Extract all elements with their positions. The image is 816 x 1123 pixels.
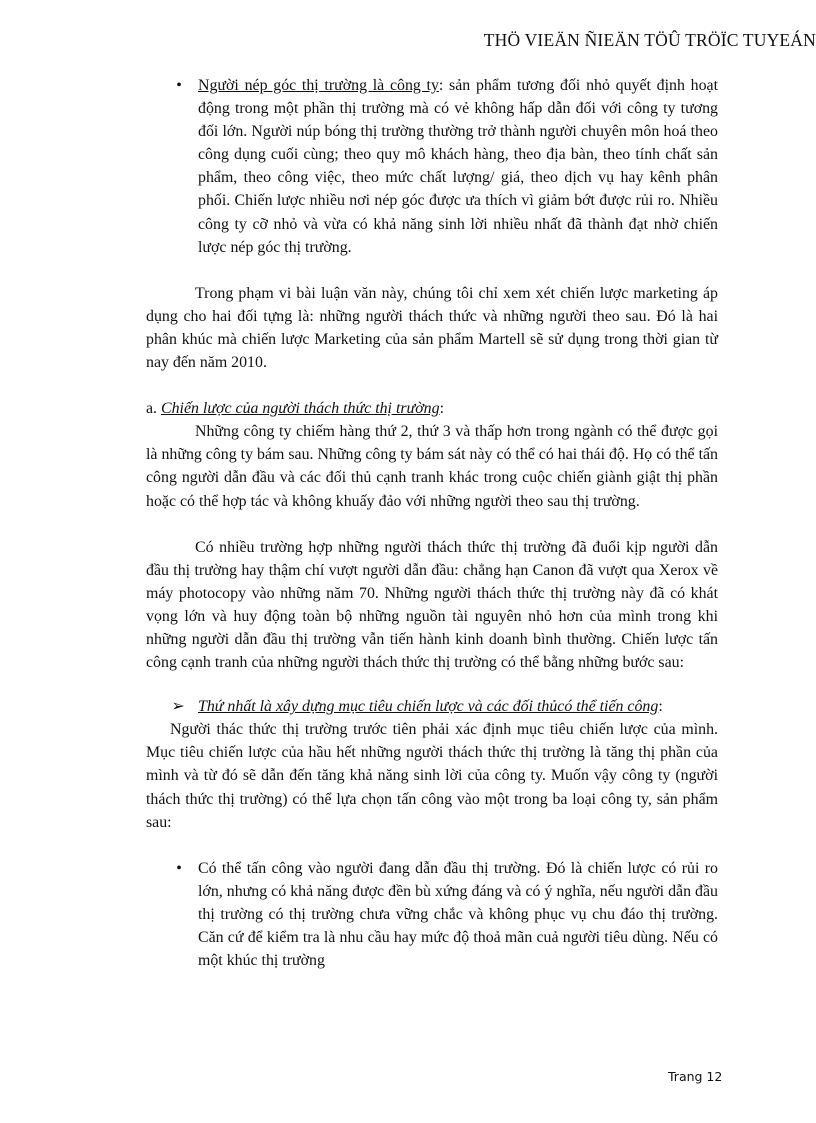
- bullet-paragraph: Có thể tấn công vào người đang dẫn đầu thị trường. Đó là chiến lược có rủi ro lớn, nhưng có khả năng được đền bù xứng đáng và có ý nghĩa, nếu người dẫn đầu thị trường có thị trường chưa vững chắc và không phục vụ chu đáo thị trường. Căn cứ để kiểm tra là nhu cầu hay mức độ thoả mãn cuả người tiêu dùng. Nếu có một khúc thị trường: [198, 859, 718, 970]
- arrow-bullet-icon: ➢: [171, 698, 185, 716]
- bullet-icon: •: [176, 77, 182, 94]
- paragraph-scope: Trong phạm vi bài luận văn này, chúng tôi chỉ xem xét chiến lược marketing áp dụng cho hai đối tựng là: những người thách thức và những người theo sau. Đó là hai phân khúc mà chiến lược Marketing của sản phẩm Martell sẽ sử dụng trong thời gian từ nay đến năm 2010.: [146, 284, 718, 372]
- bullet-item-niche: [146, 74, 718, 259]
- header-title: THÖ VIEÄN ÑIEÄN TÖÛ TRÖÏC TUYEÁN: [483, 30, 816, 50]
- page-number: Trang 12: [668, 1069, 723, 1084]
- step-heading: [198, 695, 718, 718]
- bullet-text: : sản phẩm tương đối nhỏ quyết định hoạt động trong một phần thị trường mà có vẻ không hấp dẫn đối với công ty tương đối lớn. Người núp bóng thị trường thường trở thành người chuyên môn hoá theo công dụng cuối cùng; theo quy mô khách hàng, theo địa bàn, theo tính chất sản phẩm, theo công việc, theo mức chất lượng/ giá, theo dịch vụ hay kênh phân phối. Chiến lược nhiều nơi nép góc được ưa thích vì giảm bớt được rủi ro. Nhiều công ty cỡ nhỏ và vừa có khả năng sinh lời nhiều nhất đã thành đạt nhờ chiến lược nép góc thị trường.: [198, 77, 718, 256]
- section-title: Chiến lược của người thách thức thị trường: [161, 400, 440, 418]
- bullet-item-attack-leader: [146, 857, 718, 972]
- step-title: Thứ nhất là xây dựng mục tiêu chiến lược và các đối thủcó thể tiến công: [198, 698, 659, 716]
- paragraph-examples: Có nhiều trường hợp những người thách thức thị trường đã đuổi kịp người dẫn đầu thị trường hay thậm chí vượt người dẫn đầu: chẳng hạn Canon đã vượt qua Xerox về máy photocopy vào những năm 70. Những người thách thức thị trường này đã có khát vọng lớn và huy động toàn bộ những nguồn tài nguyên nhỏ hơn của mình trong khi những người dẫn đầu thị trường vẫn tiến hành kinh doanh bình thường. Chiến lược tấn công cạnh tranh của những người thách thức thị trường có thể bằng những bước sau:: [146, 538, 718, 672]
- document-body: [146, 74, 718, 972]
- paragraph-challengers: Những công ty chiếm hàng thứ 2, thứ 3 và thấp hơn trong ngành có thể được gọi là những công ty bám sau. Những công ty bám sát này có thể có hai thái độ. Họ có thể tấn công người dẫn đầu và các đối thủ cạnh tranh khác trong cuộc chiến giành giật thị phần hoặc có thể hợp tác và không khuấy đảo với những người theo sau thị trường.: [146, 423, 718, 510]
- paragraph-step1: Người thác thức thị trường trước tiên phải xác định mục tiêu chiến lược của mình. Mục tiêu chiến lược của hầu hết những người thách thức thị trường là tăng thị phần của mình và từ đó sẽ dẫn đến tăng khả năng sinh lời của công ty. Muốn vậy công ty (người thách thức thị trường) có thể lựa chọn tấn công vào một trong ba loại công ty, sản phẩm sau:: [146, 721, 718, 831]
- bullet-icon: •: [176, 859, 182, 877]
- section-prefix: a.: [146, 400, 161, 418]
- section-heading-a: [146, 397, 718, 420]
- step-suffix: :: [658, 698, 663, 716]
- step-item-1: [146, 695, 718, 718]
- page-header: [0, 30, 816, 51]
- section-suffix: :: [439, 400, 444, 418]
- bullet-paragraph: [198, 74, 718, 259]
- bullet-lead: Người nép góc thị trường là công ty: [198, 77, 439, 94]
